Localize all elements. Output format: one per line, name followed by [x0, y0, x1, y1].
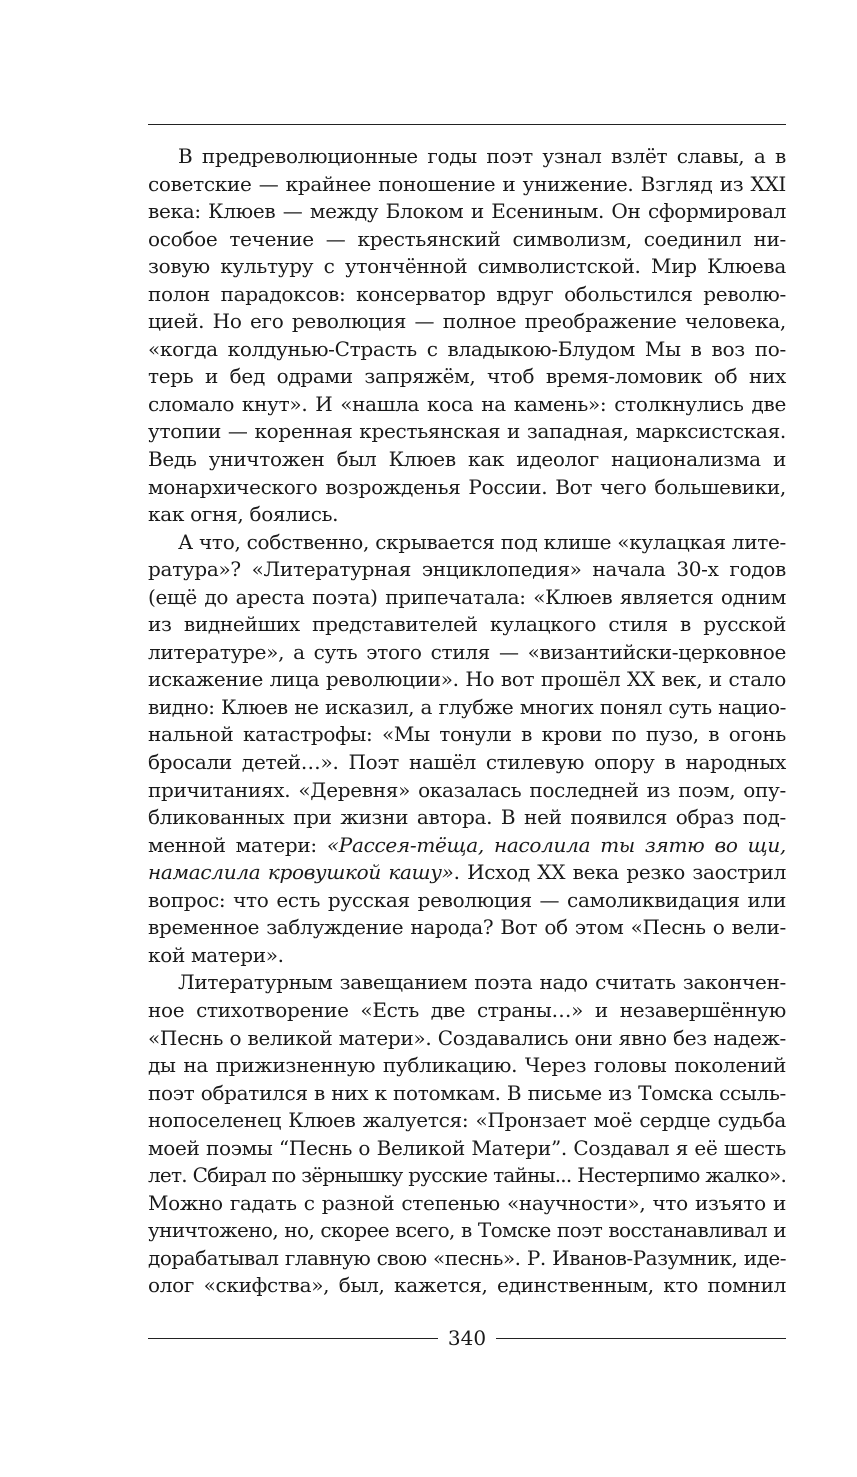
text-line [148, 1245, 786, 1273]
text-line [148, 253, 786, 281]
text-line [148, 721, 786, 749]
page-number: 340 [447, 1326, 487, 1350]
text-segment: бликованных при жизни автора. В ней появился образ под- [148, 805, 786, 830]
text-segment: полон парадоксов: консерватор вдруг обольстился револю- [148, 281, 786, 306]
text-line [148, 143, 786, 171]
text-segment: ратура»? «Литературная энциклопедия» начала 30-х годов [148, 557, 786, 582]
text-line [148, 1135, 786, 1163]
text-line [148, 639, 786, 667]
text-line [148, 446, 786, 474]
text-segment: . Исход XX века резко заострил [453, 860, 786, 885]
text-segment: советские — крайнее поношение и унижение. Взгляд из XXI [148, 171, 786, 196]
text-line [148, 198, 786, 226]
text-segment: причитаниях. «Деревня» оказалась последней из поэм, опу- [148, 777, 786, 802]
text-line [148, 1052, 786, 1080]
text-segment: нопоселенец Клюев жалуется: «Пронзает моё сердце судьба [148, 1108, 786, 1133]
text-segment: менной матери: [148, 832, 327, 857]
text-line [148, 336, 786, 364]
italic-quote: «Рассея-тёща, насолила ты зятю во щи, [326, 832, 786, 857]
text-line [148, 749, 786, 777]
text-line [148, 391, 786, 419]
body-text [148, 143, 786, 1300]
text-segment: терь и бед одрами запряжём, чтоб время-ломовик об них [148, 364, 786, 389]
text-line [148, 584, 786, 612]
text-segment: А что, собственно, скрывается под клише «кулацкая лите- [178, 529, 786, 554]
italic-quote: намаслила кровушкой кашу» [148, 860, 454, 885]
text-line [148, 556, 786, 584]
text-segment: бросали детей…». Поэт нашёл стилевую опору в народных [148, 750, 786, 775]
text-segment: Можно гадать с разной степенью «научности», что изъято и [148, 1190, 786, 1215]
text-line [148, 501, 786, 529]
text-segment: нальной катастрофы: «Мы тонули в крови по пузо, в огонь [148, 722, 786, 747]
footer-rule-right [496, 1338, 786, 1339]
text-segment: моей поэмы “Песнь о Великой Матери”. Создавал я её шесть [148, 1135, 786, 1160]
text-segment: как огня, боялись. [148, 502, 339, 527]
text-segment: зовую культуру с утончённой символистской. Мир Клюева [148, 254, 786, 279]
text-segment: века: Клюев — между Блоком и Есениным. Он сформировал [148, 199, 786, 224]
text-segment: монархического возрожденья России. Вот чего большевики, [148, 474, 786, 499]
text-segment: литературе», а суть этого стиля — «византийски-церковное [148, 639, 786, 664]
text-segment: Ведь уничтожен был Клюев как идеолог национализма и [148, 447, 786, 472]
text-line [148, 418, 786, 446]
text-segment: утопии — коренная крестьянская и западная, марксистская. [148, 419, 786, 444]
text-segment: сломало кнут». И «нашла коса на камень»: столкнулись две [148, 391, 786, 416]
text-segment: кой матери». [148, 942, 284, 967]
text-segment: искажение лица революции». Но вот прошёл XX век, и стало [148, 667, 786, 692]
text-segment: поэт обратился в них к потомкам. В письме из Томска ссыль- [148, 1080, 786, 1105]
text-line [148, 1080, 786, 1108]
text-segment: временное заблуждение народа? Вот об этом «Песнь о вели- [148, 915, 786, 940]
text-segment: ды на прижизненную публикацию. Через головы поколений [148, 1053, 786, 1078]
text-line [148, 1107, 786, 1135]
text-segment: «когда колдунью-Страсть с владыкою-Блудом Мы в воз по- [148, 336, 786, 361]
text-segment: цией. Но его революция — полное преображение человека, [148, 309, 786, 334]
text-segment: из виднейших представителей кулацкого стиля в русской [148, 612, 786, 637]
text-line [148, 363, 786, 391]
text-segment: В предреволюционные годы поэт узнал взлёт славы, а в [178, 144, 786, 168]
text-segment: лет. Сбирал по зёрнышку русские тайны... Нестерпимо жалко». [148, 1163, 786, 1188]
text-line [148, 969, 786, 997]
text-segment: «Песнь о великой матери». Создавались они явно без надеж- [148, 1025, 786, 1050]
text-line [148, 694, 786, 722]
text-line [148, 308, 786, 336]
text-line [148, 529, 786, 557]
text-segment: Литературным завещанием поэта надо считать закончен- [178, 970, 786, 995]
text-line [148, 804, 786, 832]
text-line [148, 1217, 786, 1245]
page-footer [148, 1323, 786, 1353]
text-line [148, 832, 786, 860]
text-line [148, 997, 786, 1025]
text-line [148, 171, 786, 199]
header-rule [148, 124, 786, 125]
text-segment: (ещё до ареста поэта) припечатала: «Клюев является одним [148, 584, 786, 609]
text-segment: олог «скифства», был, кажется, единственным, кто помнил [148, 1273, 786, 1298]
text-segment: особое течение — крестьянский символизм, соединил ни- [148, 226, 786, 251]
text-line [148, 281, 786, 309]
text-segment: уничтожено, но, скорее всего, в Томске поэт восстанавливал и [148, 1218, 786, 1243]
text-line [148, 666, 786, 694]
text-line [148, 942, 786, 970]
text-segment: дорабатывал главную свою «песнь». Р. Иванов-Разумник, иде- [148, 1245, 786, 1270]
text-line [148, 1190, 786, 1218]
text-line [148, 1162, 786, 1190]
text-line [148, 1272, 786, 1300]
text-line [148, 914, 786, 942]
footer-rule-left [148, 1338, 438, 1339]
text-line [148, 777, 786, 805]
text-line [148, 859, 786, 887]
text-line [148, 474, 786, 502]
text-line [148, 226, 786, 254]
text-line [148, 1025, 786, 1053]
text-line [148, 611, 786, 639]
text-segment: вопрос: что есть русская революция — самоликвидация или [148, 887, 786, 912]
text-line [148, 887, 786, 915]
text-segment: ное стихотворение «Есть две страны…» и незавершённую [148, 997, 786, 1022]
text-segment: видно: Клюев не исказил, а глубже многих понял суть нацио- [148, 694, 786, 719]
